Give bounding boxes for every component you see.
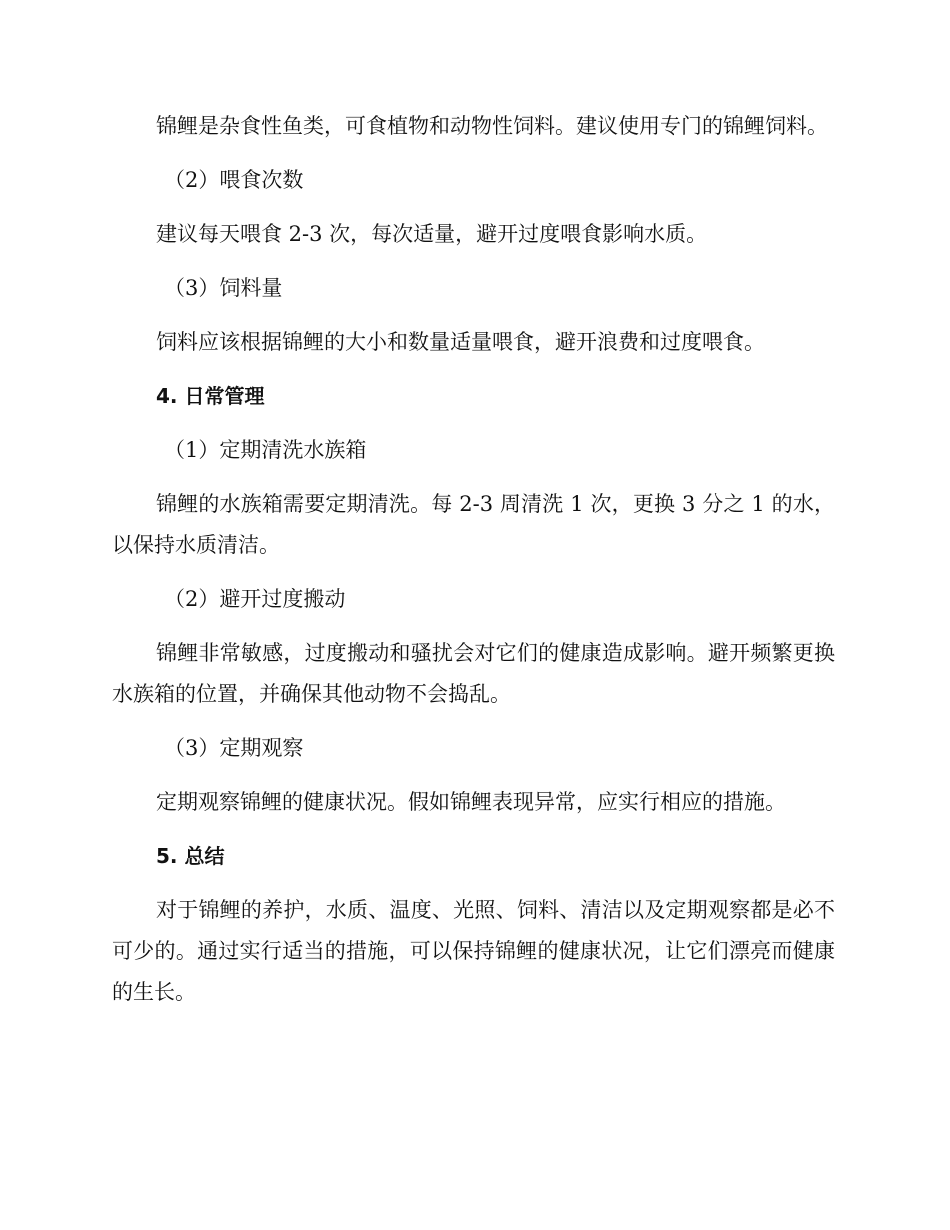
paragraph-feed-amount: 饲料应该根据锦鲤的大小和数量适量喂食，避开浪费和过度喂食。: [156, 330, 765, 354]
paragraph-regular-observation: 定期观察锦鲤的健康状况。假如锦鲤表现异常，应实行相应的措施。: [156, 790, 786, 814]
subheading-feed-amount: （3）饲料量: [164, 276, 283, 300]
paragraph-avoid-moving: 锦鲤非常敏感，过度搬动和骚扰会对它们的健康造成影响。避开频繁更换水族箱的位置，并确保其他动物不会捣乱。: [112, 641, 835, 706]
section-heading-daily-management: 4. 日常管理: [156, 384, 265, 408]
subheading-feeding-frequency: （2）喂食次数: [164, 168, 304, 192]
paragraph-summary: 对于锦鲤的养护，水质、温度、光照、饲料、清洁以及定期观察都是必不可少的。通过实行适当的措施，可以保持锦鲤的健康状况，让它们漂亮而健康的生长。: [112, 898, 835, 1004]
subheading-avoid-moving: （2）避开过度搬动: [164, 587, 346, 611]
paragraph-feeding-frequency: 建议每天喂食 2-3 次，每次适量，避开过度喂食影响水质。: [156, 222, 708, 246]
subheading-regular-observation: （3）定期观察: [164, 736, 304, 760]
paragraph-clean-tank: 锦鲤的水族箱需要定期清洗。每 2-3 周清洗 1 次，更换 3 分之 1 的水，以保持水质清洁。: [112, 492, 835, 557]
subheading-clean-tank: （1）定期清洗水族箱: [164, 438, 367, 462]
section-heading-summary: 5. 总结: [156, 844, 225, 868]
paragraph-feed-type: 锦鲤是杂食性鱼类，可食植物和动物性饲料。建议使用专门的锦鲤饲料。: [156, 114, 828, 138]
